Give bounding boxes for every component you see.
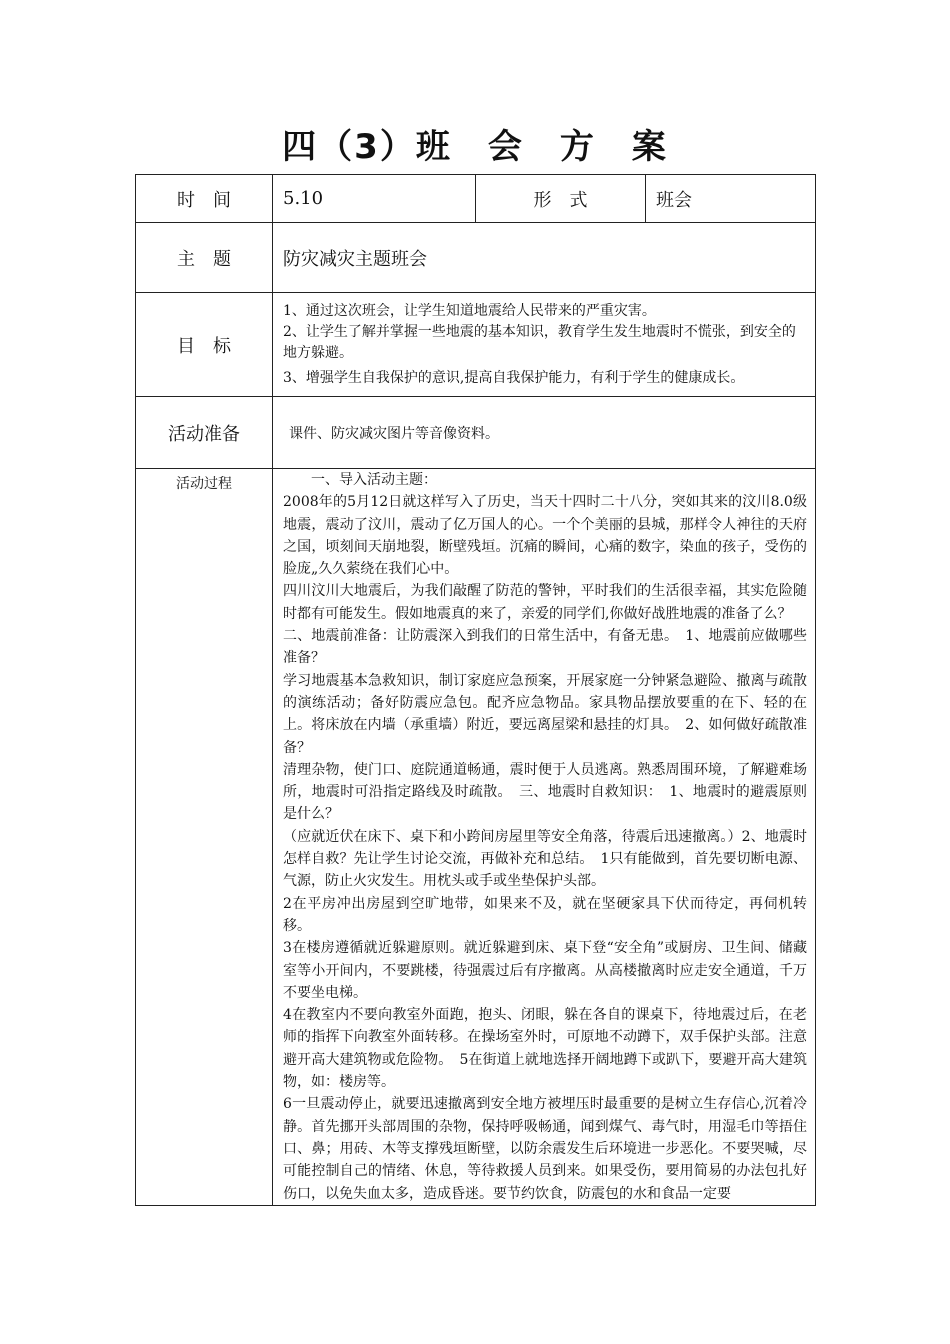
time-value: 5.10 (273, 175, 476, 223)
class-meeting-plan-table (135, 174, 816, 1206)
process-label: 活动过程 (136, 469, 273, 1206)
goal-item-2: 2、让学生了解并掌握一些地震的基本知识，教育学生发生地震时不慌张，到安全的地方躲避。 (283, 323, 796, 361)
process-paragraph: 学习地震基本急救知识，制订家庭应急预案，开展家庭一分钟紧急避险、撤离与疏散的演练活动；备好防震应急包。配齐应急物品。家具物品摆放要重的在下、轻的在上。将床放在内墙（承重墙）附近，要远离屋梁和悬挂的灯具。 2、如何做好疏散准备？ (283, 672, 807, 756)
preparation-value: 课件、防灾减灾图片等音像资料。 (273, 397, 816, 469)
process-paragraph: 2008年的5月12日就这样写入了历史，当天十四时二十八分，突如其来的汶川8.0级地震，震动了汶川，震动了亿万国人的心。一个个美丽的县城，那样令人神往的天府之国，顷刻间天崩地裂，断壁残垣。沉痛的瞬间，心痛的数字，染血的孩子，受伤的脸庞„久久萦绕在我们心中。 (283, 494, 807, 578)
process-paragraph: 6一旦震动停止，就要迅速撤离到安全地方被埋压时最重要的是树立生存信心,沉着冷静。首先挪开头部周围的杂物，保持呼吸畅通，闻到煤气、毒气时，用湿毛巾等捂住口、鼻；用砖、木等支撑残垣断壁，以防余震发生后环境进一步恶化。不要哭喊，尽可能控制自己的情绪、休息，等待救援人员到来。如果受伤，要用简易的办法包扎好伤口，以免失血太多，造成昏迷。要节约饮食，防震包的水和食品一定要 (283, 1096, 807, 1202)
process-paragraph: 清理杂物，使门口、庭院通道畅通，震时便于人员逃离。熟悉周围环境，了解避难场所，地震时可沿指定路线及时疏散。 三、地震时自救知识： 1、地震时的避震原则是什么？ (283, 761, 807, 823)
row-preparation (136, 397, 816, 469)
row-theme (136, 223, 816, 293)
goal-item-3: 3、增强学生自我保护的意识,提高自我保护能力，有利于学生的健康成长。 (283, 369, 745, 386)
process-paragraph: 2在平房冲出房屋到空旷地带，如果来不及，就在坚硬家具下伏而待定，再伺机转移。 (283, 895, 807, 934)
time-label: 时 间 (136, 175, 273, 223)
goal-item-1: 1、通过这次班会，让学生知道地震给人民带来的严重灾害。 (283, 302, 656, 319)
row-time-form (136, 175, 816, 223)
process-paragraph: 一、导入活动主题： (311, 472, 437, 488)
goals-content (273, 293, 816, 397)
process-paragraph: 4在教室内不要向教室外面跑，抱头、闭眼，躲在各自的课桌下，待地震过后，在老师的指挥下向教室外面转移。在操场室外时，可原地不动蹲下，双手保护头部。注意避开高大建筑物或危险物。 5在街道上就地选择开阔地蹲下或趴下，要避开高大建筑物，如：楼房等。 (283, 1007, 807, 1091)
form-value: 班会 (646, 175, 816, 223)
preparation-label: 活动准备 (136, 397, 273, 469)
row-process (136, 469, 816, 1206)
process-paragraph: 二、地震前准备：让防震深入到我们的日常生活中，有备无患。 1、地震前应做哪些准备？ (283, 628, 807, 667)
page-title: 四（3）班 会 方 案 (282, 127, 668, 167)
process-paragraph: （应就近伏在床下、桌下和小跨间房屋里等安全角落，待震后迅速撤离。）2、地震时怎样自救？先让学生讨论交流，再做补充和总结。 1只有能做到，首先要切断电源、气源，防止火灾发生。用枕头或手或坐垫保护头部。 (283, 828, 807, 890)
process-paragraph: 四川汶川大地震后，为我们敲醒了防范的警钟，平时我们的生活很幸福，其实危险随时都有可能发生。假如地震真的来了，亲爱的同学们,你做好战胜地震的准备了么？ (283, 583, 807, 622)
goals-label: 目 标 (136, 293, 273, 397)
process-content (273, 469, 816, 1206)
form-label: 形 式 (476, 175, 646, 223)
process-paragraph: 3在楼房遵循就近躲避原则。就近躲避到床、桌下登“安全角”或厨房、卫生间、储藏室等小开间内，不要跳楼，待强震过后有序撤离。从高楼撤离时应走安全通道，千万不要坐电梯。 (283, 940, 807, 1001)
row-goals (136, 293, 816, 397)
theme-label: 主 题 (136, 223, 273, 293)
theme-value: 防灾减灾主题班会 (273, 223, 816, 293)
